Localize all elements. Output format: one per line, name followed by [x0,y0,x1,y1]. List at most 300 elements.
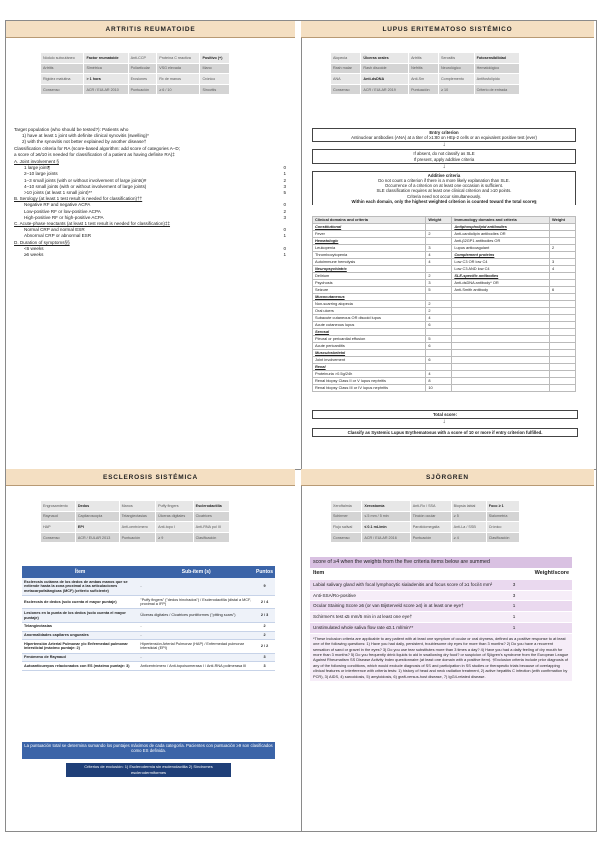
sle-immunology-weight: 6 [549,286,575,293]
sle-table-header [313,217,576,224]
sle-immunology-criterion [452,314,550,321]
sjogren-weight: 3 [512,592,516,598]
mini-table-cell: Consenso [41,84,84,95]
ssc-subitem: Anticentrómero / Anti-topoisomerasa I / Anti-RNA polimerasa III [138,662,254,671]
ssc-table-row [22,653,275,662]
mini-table-cell: Biopsia labial [451,501,486,512]
sjogren-row [310,580,572,591]
sle-immunology-criterion: Low C3 OR low C4 [452,258,550,265]
sle-immunology-weight [549,363,575,370]
sle-immunology-criterion: Anti-dsDNA antibody* OR [452,279,550,286]
mini-table-cell: > 1 hora [84,74,128,85]
mini-table-cell: Clasificación [486,532,519,543]
mini-table-cell: Hematológico [474,63,519,74]
ssc-note: La puntuación total se determina sumando los puntajes máximos de cada categoría. Pacientes con puntuación ≥9 son clasificados como ES definida. [24,743,273,754]
sle-clinical-criterion: Subacute cutaneous OR discoid lupus [313,314,426,321]
ra-criterion-score: 0 [283,202,286,208]
sle-add-3: SLE classification requires at least one clinical criterion and ≥10 points. [376,188,512,194]
mini-table-row [41,74,230,85]
mini-table-row [331,501,520,512]
sle-immunology-weight [549,251,575,258]
sle-clinical-criterion: Hematologic [313,237,426,244]
ssc-points: 2 / 3 [254,609,275,622]
sle-immunology-weight [549,223,575,230]
sle-immunology-weight [549,307,575,314]
mini-table-cell: HAP [41,522,76,533]
sle-table-row [313,384,576,391]
mini-table-cell: EPI [75,522,119,533]
sle-table-row [313,300,576,307]
ra-criterion-label: <6 weeks [24,245,44,251]
ssc-table-th: Puntos [254,566,275,578]
sle-immunology-criterion [452,349,550,356]
sjogren-criteria [310,557,572,681]
sle-clinical-criterion: Musculoskeletal [313,349,426,356]
mini-table-cell: Sialometría [486,511,519,522]
mini-table-row [41,511,230,522]
mini-table-cell: Poliarticular [128,63,157,74]
sle-table-row [313,258,576,265]
ssc-table-row [22,631,275,640]
mini-table-row [331,53,520,64]
ra-criterion-score: 2 [283,208,286,214]
ssc-table-header [22,566,275,578]
sjogren-intro [310,557,572,569]
sle-clinical-criterion: Joint involvement [313,356,426,363]
sle-immunology-weight [549,314,575,321]
ra-sections [14,159,286,258]
sle-table-th: Weight [549,217,575,224]
sle-immunology-criterion: Low C3 AND low C4 [452,265,550,272]
sjogren-th-item: Item [313,570,325,576]
sle-immunology-criterion: Anti-Smith antibody [452,286,550,293]
vertical-divider [301,21,302,831]
sle-immunology-criterion: Complement proteins [452,251,550,258]
sle-immunology-criterion [452,321,550,328]
sjogren-row [310,601,572,612]
sle-clinical-weight: 5 [426,286,452,293]
sle-clinical-criterion: Proteinuria >0.5g/24h [313,370,426,377]
mini-table-cell: Anti-centrómero [119,522,156,533]
ssc-table-row [22,662,275,671]
ssc-table-th: Ítem [22,566,138,578]
sle-table-row [313,335,576,342]
mini-table-cell: Engrosamiento [41,501,76,512]
ssc-subitem: Hipertensión Arterial Pulmonar (HAP) / Enfermedad pulmonar intersticial (EPI) [138,640,254,653]
sjogren-item: Unstimulated whole saliva flow rate ≤0.1 ml/min** [313,624,414,630]
mini-table-cell: Tinción ocular [410,511,451,522]
ssc-subitem: - [138,653,254,662]
ra-classification-2: a score of ≥6/10 is needed for classification of a patient as having definite RA)‡ [14,151,175,157]
sle-immunology-criterion: Anti-cardiolipin antibodies OR [452,230,550,237]
sle-immunology-criterion: Lupus anticoagulant [452,244,550,251]
sle-table-row [313,321,576,328]
mini-table-row [331,511,520,522]
mini-table-cell: Factor reumatoide [84,53,128,64]
sle-clinical-weight: 4 [426,251,452,258]
sle-clinical-weight [426,265,452,272]
sjogren-rows [310,580,572,634]
mini-table-cell: Clasificación [193,532,229,543]
ra-criterion-score: 3 [283,183,286,189]
ra-criterion-score: 1 [283,252,286,258]
sle-immunology-weight: 4 [549,265,575,272]
mini-table-cell: ≥ 6 / 10 [157,84,200,95]
sle-clinical-criterion: Thrombocytopenia [313,251,426,258]
mini-table-row [331,84,520,95]
sle-clinical-weight [426,237,452,244]
mini-table-cell: Anti-CCP [128,53,157,64]
sle-immunology-weight [549,237,575,244]
sle-clinical-weight [426,363,452,370]
ssc-item: Fenómeno de Raynaud [22,653,138,662]
ra-criterion-score: 5 [283,190,286,196]
sle-table-th: Immunology domains and criteria [452,217,550,224]
sle-clinical-criterion: Serosal [313,328,426,335]
sjogren-item: Anti-SSA/Ro-positive [313,592,356,598]
ssc-table-row [22,640,275,653]
ssc-mini-table [40,500,230,543]
mini-table-cell: Alopecia [331,53,361,64]
sle-clinical-weight: 4 [426,370,452,377]
sle-immunology-criterion [452,342,550,349]
sle-mini-table [330,52,520,95]
sle-clinical-criterion: Delirium [313,272,426,279]
mini-table-cell: Crónico [200,74,230,85]
mini-table-row [41,532,230,543]
sle-table-row [313,265,576,272]
mini-table-cell: Puffy fingers [156,501,194,512]
ra-criterion-label: ≥6 weeks [24,252,44,258]
sle-add-2: Occurrence of a criterion on at least one occasion is sufficient. [384,183,504,189]
sle-clinical-weight: 6 [426,356,452,363]
ra-criterion-score: 0 [283,165,286,171]
ra-section-label: B. Serology (at least 1 test result is needed for classification)†† [14,196,143,202]
sjogren-header: SJÖRGREN [301,469,594,486]
mini-table-cell: Flujo salival [331,522,362,533]
ra-point-2: 2) with the synovitis not better explained by another disease† [22,139,147,145]
sle-table-th: Clinical domains and criteria [313,217,426,224]
ssc-points: 3 [254,662,275,671]
sle-clinical-criterion: Leukopenia [313,244,426,251]
sle-immunology-weight [549,300,575,307]
sle-no-text: If absent, do not classify as SLE [413,151,475,157]
mini-table-cell: Telangiectasias [119,511,156,522]
ra-criterion-label: High-positive RF or high-positive ACPA [24,214,104,220]
mini-table-cell: Anti-dsDNA [361,74,409,85]
ssc-item: Anormalidades capilares ungueales [22,631,138,640]
sle-immunology-weight [549,384,575,391]
mini-table-cell: Rash discoide [361,63,409,74]
sle-additive-title: Additive criteria [427,172,461,178]
sle-table-row [313,363,576,370]
mini-table-cell: ≤ 0.1 mL/min [362,522,410,533]
sjogren-row [310,591,572,602]
sle-final-box: Classify as Systemic Lupus Erythematosus with a score of 10 or more if entry criterion fulfilled. [312,428,578,437]
ssc-table-row [22,578,275,595]
sle-clinical-weight: 2 [426,307,452,314]
sle-table-row [313,328,576,335]
sle-immunology-criterion: Anti-β2GP1 antibodies OR [452,237,550,244]
ra-criterion-label: >10 joints (at least 1 small joint)** [24,190,93,196]
sle-immunology-weight [549,335,575,342]
mini-table-row [331,74,520,85]
sle-add-1: Do not count a criterion if there is a more likely explanation than SLE. [378,178,510,184]
ssc-points: 2 / 2 [254,640,275,653]
sle-immunology-weight [549,230,575,237]
mini-table-cell: Criterio de entrada [474,84,519,95]
sle-immunology-criterion: SLE-specific antibodies [452,272,550,279]
ssc-table-row [22,609,275,622]
sle-table-row [313,272,576,279]
sle-immunology-criterion [452,328,550,335]
mini-table-cell: Parotidomegalia [410,522,451,533]
sle-immunology-criterion: Antiphospholipid antibodies [452,223,550,230]
sle-add-4: Criteria need not occur simultaneously. [407,193,481,199]
ra-criterion-label: 1–3 small joints (with or without involvement of large joints)# [24,177,147,183]
sjogren-weight: 1 [512,603,516,609]
mini-table-cell: Anti-Ro / SSA [410,501,451,512]
sle-clinical-criterion: Seizure [313,286,426,293]
sle-clinical-weight: 6 [426,342,452,349]
sjogren-item: Labial salivary gland with focal lymphocytic sialadenitis and focus score of ≥1 foci/4 mm² [313,581,493,587]
sle-clinical-criterion: Renal biopsy Class II or V lupus nephritis [313,377,426,384]
sle-criteria-table [312,216,576,392]
mini-table-row [41,501,230,512]
sle-add-5: Within each domain, only the highest weighted criterion is counted toward the total score§ [351,198,537,204]
mini-table-cell: Úlceras digitales [156,511,194,522]
ssc-points: 2 / 4 [254,595,275,608]
sle-clinical-criterion: Mucocutaneous [313,293,426,300]
sle-clinical-criterion: Psychosis [313,279,426,286]
mini-table-cell: Mano [200,63,230,74]
sjogren-footnote: *These inclusion criteria are applicable to any patient with at least one symptom of ocular or oral dryness, defined as a positive response to at least one of the following questions: 1) Have you had daily, persistent, troublesome dry eyes for more than 3 months? 2) Do you have a recurrent sensation of sand or gravel in the eyes? 3) Do you use tear substitutes more than 3 times a day? 4) Have you had a daily feeling of dry mouth for more than 3 months? 5) Do you frequently drink liquids to aid in swallowing dry food? or suspicion of Sjögren's syndrome from the European League Against Rheumatism SS Disease Activity Index questionnaire (at least one domain with a positive item). †Exclusion criteria include prior diagnosis of any of the following conditions, which would exclude diagnosis of SS and participation in SS studies or therapeutic trials because of overlapping clinical features or interference with criteria tests: 1) history of head and neck radiation treatment, 2) active hepatitis C infection (with confirmation by PCR), 3) AIDS, 4) sarcoidosis, 5) amyloidosis, 6) graft-versus-host disease, 7) IgG4-related disease. [310,634,572,681]
sle-clinical-criterion: Fever [313,230,426,237]
sjogren-weight: 1 [512,614,516,620]
ssc-points: 9 [254,578,275,595]
sle-table-row [313,314,576,321]
ra-header: ARTRITIS REUMATOIDE [6,21,295,38]
ra-section-label: A. Joint involvement § [14,159,59,165]
sle-immunology-weight [549,321,575,328]
ra-criterion-label: 2–10 large joints [24,171,58,177]
ssc-subitem: Úlceras digitales / Cicatrices puntiformes ("pitting scars") [138,609,254,622]
sle-immunology-weight [549,370,575,377]
mini-table-cell: Puntuación [119,532,156,543]
mini-table-cell: ACR / EULAR 2019 [361,84,409,95]
mini-table-cell: Consenso [331,532,362,543]
mini-table-cell: Rigidez matutina [41,74,84,85]
sle-table-row [313,370,576,377]
mini-table-cell: Proteína C reactiva [157,53,200,64]
sle-clinical-weight [426,223,452,230]
mini-table-row [331,63,520,74]
sle-clinical-weight: 4 [426,314,452,321]
mini-table-cell: Esclerodactilia [193,501,229,512]
sle-immunology-weight: 3 [549,258,575,265]
arrow-down-icon: ↓ [442,419,446,425]
sle-table-row [313,244,576,251]
ssc-points: 3 [254,653,275,662]
ra-criterion-score: 1 [283,233,286,239]
ra-criterion-label: Abnormal CRP or abnormal ESR [24,233,92,239]
mini-table-cell: Xerostomía [362,501,410,512]
mini-table-cell: Crónico [486,522,519,533]
sle-clinical-criterion: Acute cutaneous lupus [313,321,426,328]
ssc-table-row [22,595,275,608]
sle-clinical-criterion: Non-scarring alopecia [313,300,426,307]
sle-clinical-weight: 4 [426,258,452,265]
sle-table-row [313,237,576,244]
sle-clinical-criterion: Autoimmune hemolysis [313,258,426,265]
sjogren-row [310,612,572,623]
sle-clinical-criterion: Pleural or pericardial effusion [313,335,426,342]
sle-clinical-criterion: Constitutional [313,223,426,230]
ra-criterion-label: Negative RF and negative ACPA [24,202,91,208]
sjogren-row [310,623,572,634]
sle-entry-title: Entry criterion [429,130,459,135]
ra-criterion-score: 3 [283,214,286,220]
sle-table-row [313,279,576,286]
mini-table-cell: Artritis [41,63,84,74]
mini-table-cell: ANA [331,74,361,85]
ra-criterion-label: Low-positive RF or low-positive ACPA [24,208,101,214]
sle-immunology-criterion [452,363,550,370]
sle-present-text: If present, apply additive criteria [413,156,475,162]
ssc-criteria-table [22,566,275,671]
sle-immunology-criterion [452,370,550,377]
sle-clinical-weight: 2 [426,300,452,307]
mini-table-cell: Anti-Sm [409,74,439,85]
ssc-subitem: - [138,578,254,595]
ssc-item: Esclerosis cutánea de los dedos de ambas manos que se extiende hasta la zona proximal a las articulaciones metacarpofalángicas (MCF) (criterio suficiente) [22,578,138,595]
arrow-down-icon: ↓ [442,142,446,149]
mini-table-cell: ≥ 5 [451,511,486,522]
ssc-item: Esclerosis de dedos (solo cuenta el mayor puntaje) [22,595,138,608]
mini-table-cell: Manos [119,501,156,512]
sle-clinical-weight: 3 [426,244,452,251]
sle-decision-box [312,149,576,163]
sle-entry-text: Antinuclear antibodies (ANA) at a titer of ≥1:80 on HEp-2 cells or an equivalent positive test (ever) [351,135,537,141]
mini-table-cell: ACR / EULAR 2016 [362,532,410,543]
sle-immunology-weight: 2 [549,244,575,251]
mini-table-cell: Consenso [41,532,76,543]
mini-table-cell: Rx de manos [157,74,200,85]
ssc-subitem: - [138,631,254,640]
sle-immunology-weight [549,349,575,356]
mini-table-cell: Puntuación [409,84,439,95]
mini-table-cell: Fotosensibilidad [474,53,519,64]
mini-table-cell: Antifosfolípido [474,74,519,85]
sle-clinical-criterion: Neuropsychiatric [313,265,426,272]
ra-target: Target population (who should be tested?): Patients who [14,127,129,132]
mini-table-cell: Puntuación [410,532,451,543]
sle-table-row [313,307,576,314]
mini-table-cell: Anti-La / SSB [451,522,486,533]
ssc-item: Telangiectasias [22,622,138,631]
sjogren-weight: 3 [512,581,516,587]
sle-table-th: Weight [426,217,452,224]
sle-clinical-criterion: Renal [313,363,426,370]
mini-table-cell: VSG elevada [157,63,200,74]
ra-criterion-label: 4–10 small joints (with or without involvement of large joints) [24,183,147,189]
sjogren-intro-text: score of ≥4 when the weights from the five criteria items below are summed [313,559,490,565]
sle-immunology-criterion [452,377,550,384]
sjogren-mini-table [330,500,520,543]
ra-criteria-text [14,127,286,258]
ssc-points: 2 [254,631,275,640]
sle-clinical-weight [426,293,452,300]
sle-flowchart [312,128,576,205]
sle-clinical-criterion: Acute pericarditis [313,342,426,349]
ssc-item: Autoanticuerpos relacionados con ES (máximo puntaje: 3) [22,662,138,671]
ssc-exclusion: Criterios de exclusión: 1) Esclerodermia sin esclerodactilia 2) Síndromes esclerodermiformes [84,764,213,775]
mini-table-cell: Anti-topo I [156,522,194,533]
sle-clinical-weight: 5 [426,335,452,342]
mini-table-cell: ≥ 4 [451,532,486,543]
sle-immunology-weight [549,279,575,286]
mini-table-cell: ≤ 5 mm / 5 min [362,511,410,522]
mini-table-cell: Dedos [75,501,119,512]
ra-criterion-label: Normal CRP and normal ESR [24,227,85,233]
ssc-item: Hipertensión Arterial Pulmonar y/o Enfermedad pulmonar intersticial (máximo puntaje: 2) [22,640,138,653]
mini-table-cell: Schirmer [331,511,362,522]
ra-criterion-score: 1 [283,171,286,177]
mini-table-cell: Rash malar [331,63,361,74]
sle-table-row [313,356,576,363]
sle-immunology-weight [549,356,575,363]
sjogren-th-weight: Weight/score [534,570,569,576]
mini-table-cell: Capilaroscopia [75,511,119,522]
sle-clinical-weight: 3 [426,279,452,286]
ra-criterion-score: 0 [283,245,286,251]
sle-immunology-weight [549,293,575,300]
sle-table-row [313,293,576,300]
sjogren-item: Schirmer's test ≤5 mm/5 min in at least one eye† [313,614,413,620]
sle-table-row [313,230,576,237]
mini-table-cell: Erosiones [128,74,157,85]
sle-table-row [313,286,576,293]
mini-table-cell: Nefritis [409,63,439,74]
sle-immunology-criterion [452,356,550,363]
ra-section-label: C. Acute-phase reactants (at least 1 test result is needed for classification)‡‡ [14,221,171,227]
mini-table-cell: Raynaud [41,511,76,522]
sle-immunology-weight [549,328,575,335]
mini-table-cell: ≥ 10 [438,84,474,95]
mini-table-row [41,53,230,64]
sjogren-item: Ocular Staining Score ≥5 (or van Bijsterveld score ≥4) in at least one eye† [313,603,464,609]
mini-table-cell: Complemento [438,74,474,85]
sle-clinical-weight: 8 [426,377,452,384]
sle-immunology-criterion [452,335,550,342]
sle-clinical-weight: 10 [426,384,452,391]
ra-point-1: 1) have at least 1 joint with definite clinical synovitis (swelling)* [22,133,149,139]
mini-table-cell: Anti-RNA pol III [193,522,229,533]
sjogren-weight: 1 [512,624,516,630]
mini-table-cell: ≥ 9 [156,532,194,543]
ra-mini-table [40,52,230,95]
sle-clinical-criterion: Renal biopsy Class III or IV lupus nephritis [313,384,426,391]
sle-table-row [313,223,576,230]
sle-clinical-criterion: Oral ulcers [313,307,426,314]
sle-header: LUPUS ERITEMATOSO SISTÉMICO [301,21,594,38]
ra-classification: Classification criteria for RA (score-based algorithm: add score of categories A–D; [14,145,180,151]
sle-immunology-criterion [452,307,550,314]
sle-table-row [313,349,576,356]
arrow-down-icon: ↓ [442,163,446,170]
sle-immunology-criterion [452,300,550,307]
ra-criterion-score: 2 [283,177,286,183]
